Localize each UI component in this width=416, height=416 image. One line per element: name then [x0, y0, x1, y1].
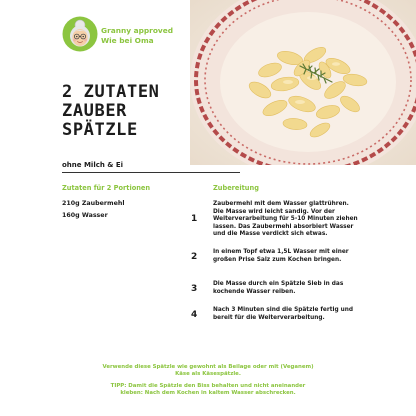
step-text: Zaubermehl mit dem Wasser glattrühren. Die Masse wird leicht sandig. Vor der Weiterverarbeitung für 5-10 Minuten ziehen lassen. Das Zaubermehl absorbiert Wasser und die Masse verdickt sich etwas. — [213, 201, 358, 238]
step-number: 1 — [191, 214, 198, 224]
granny-face-icon — [62, 16, 98, 52]
title-line-2: ZAUBER — [62, 101, 128, 121]
ingredient-item: 210g Zaubermehl — [62, 200, 125, 207]
step-text: In einem Topf etwa 1,5L Wasser mit einer großen Prise Salz zum Kochen bringen. — [213, 249, 349, 263]
brand-name — [101, 26, 173, 46]
title-line-3: SPÄTZLE — [62, 120, 138, 140]
recipe-subtitle: ohne Milch & Ei — [62, 161, 124, 169]
serving-note: Verwende diese Spätzle wie gewohnt als Beilage oder mit (Veganem) Käse als Käsespätzle. — [102, 364, 314, 378]
step-text: Die Masse durch ein Spätzle Sieb in das kochende Wasser reiben. — [213, 281, 344, 295]
ingredients-heading: Zutaten für 2 Portionen — [62, 184, 151, 192]
spaetzle-photo — [190, 0, 416, 165]
recipe-title — [62, 83, 160, 140]
brand-line-1: Granny approved — [101, 26, 174, 35]
title-line-1: 2 ZUTATEN — [62, 82, 160, 102]
ingredient-item: 160g Wasser — [62, 212, 108, 219]
step-number: 3 — [191, 284, 198, 294]
step-text: Nach 3 Minuten sind die Spätzle fertig und bereit für die Weiterverarbeitung. — [213, 307, 354, 321]
step-number: 4 — [191, 310, 198, 320]
preparation-heading: Zubereitung — [213, 184, 259, 192]
divider — [62, 172, 240, 173]
step-number: 2 — [191, 252, 198, 262]
brand-line-2: Wie bei Oma — [101, 36, 154, 45]
tip-note: TIPP: Damit die Spätzle den Biss behalten und nicht aneinander kleben: Nach dem Kochen in kaltem Wasser abschrecken. — [110, 383, 306, 397]
